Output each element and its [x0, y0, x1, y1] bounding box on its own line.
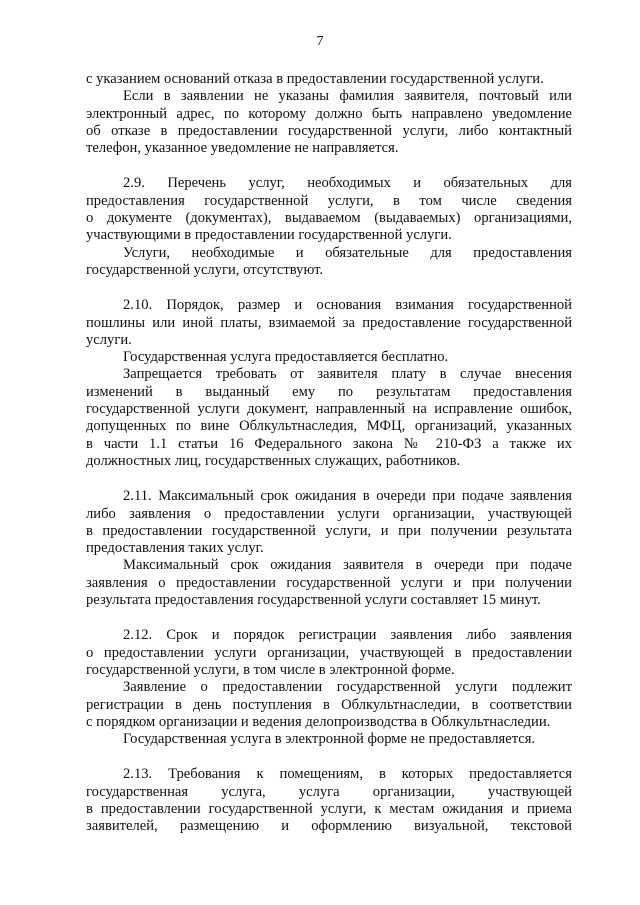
- text-line: об отказе в предоставлении государственной услуги, либо контактный: [86, 122, 572, 139]
- text-line: пошлины или иной платы, взимаемой за предоставление государственной: [86, 314, 572, 331]
- text-line: государственная услуга, услуга организации, участвующей: [86, 783, 572, 800]
- text-line: предоставления государственной услуги, в том числе сведения: [86, 192, 572, 209]
- text-line: предоставления таких услуг.: [86, 540, 264, 557]
- text-line: государственной услуги, отсутствуют.: [86, 261, 324, 278]
- paragraph-gap: [86, 609, 572, 627]
- text-line: с указанием оснований отказа в предоставлении государственной услуги.: [86, 71, 544, 87]
- text-line: государственной услуги документ, направленный на исправление ошибок,: [86, 401, 572, 418]
- text-line: допущенных по вине Облкультнаследия, МФЦ, организаций, указанных: [86, 418, 572, 435]
- text-line: изменений в выданный ему по результатам предоставления: [86, 383, 572, 400]
- text-line: заявления о предоставлении государственной услуги и при получении: [86, 574, 572, 591]
- text-line: о предоставлении услуги организации, участвующей в предоставлении: [86, 644, 572, 661]
- text-line: регистрации в день поступления в Облкультнаследии, в соответствии: [86, 696, 572, 713]
- paragraph-gap: [86, 470, 572, 488]
- text-line: в части 1.1 статьи 16 Федерального закона № 210-ФЗ а также их: [86, 435, 572, 452]
- text-line: должностных лиц, государственных служащих, работников.: [86, 452, 461, 469]
- text-line: в предоставлении государственной услуги, и при получении результата: [86, 522, 572, 539]
- text-line: 2.11. Максимальный срок ожидания в очереди при подаче заявления: [123, 488, 572, 505]
- text-line: государственной услуги, в том числе в электронной форме.: [86, 661, 455, 678]
- document-body: [86, 71, 572, 836]
- text-line: участвующими в предоставлении государственной услуги.: [86, 227, 452, 244]
- text-line: либо заявления о предоставлении услуги организации, участвующей: [86, 505, 572, 522]
- text-line: в предоставлении государственной услуги, к местам ожидания и приема: [86, 800, 572, 817]
- text-line: Государственная услуга в электронной форме не предоставляется.: [123, 731, 536, 748]
- text-line: Государственная услуга предоставляется бесплатно.: [123, 349, 449, 366]
- text-line: Запрещается требовать от заявителя плату в случае внесения: [123, 366, 572, 383]
- paragraph-gap: [86, 157, 572, 175]
- paragraph-gap: [86, 748, 572, 766]
- text-line: о документе (документах), выдаваемом (выдаваемых) организациями,: [86, 210, 572, 227]
- text-line: услуги.: [86, 331, 132, 348]
- text-line: с порядком организации и ведения делопроизводства в Облкультнаследии.: [86, 713, 551, 730]
- text-line: телефон, указанное уведомление не направляется.: [86, 140, 399, 157]
- text-line: Максимальный срок ожидания заявителя в очереди при подаче: [123, 557, 572, 574]
- text-line: электронный адрес, по которому должно быть направлено уведомление: [86, 105, 572, 122]
- text-line: Услуги, необходимые и обязательные для предоставления: [123, 244, 572, 261]
- paragraph-gap: [86, 279, 572, 297]
- text-line: заявителей, размещению и оформлению визуальной, текстовой: [86, 818, 572, 835]
- page-number: 7: [316, 34, 324, 49]
- text-line: Если в заявлении не указаны фамилия заявителя, почтовый или: [123, 88, 572, 105]
- text-line: 2.12. Срок и порядок регистрации заявления либо заявления: [123, 627, 572, 644]
- text-line: 2.9. Перечень услуг, необходимых и обязательных для: [123, 175, 572, 192]
- text-line: 2.13. Требования к помещениям, в которых предоставляется: [123, 766, 572, 783]
- text-line: 2.10. Порядок, размер и основания взимания государственной: [123, 297, 572, 314]
- text-line: Заявление о предоставлении государственной услуги подлежит: [123, 679, 572, 696]
- text-line: результата предоставления государственной услуги составляет 15 минут.: [86, 592, 541, 609]
